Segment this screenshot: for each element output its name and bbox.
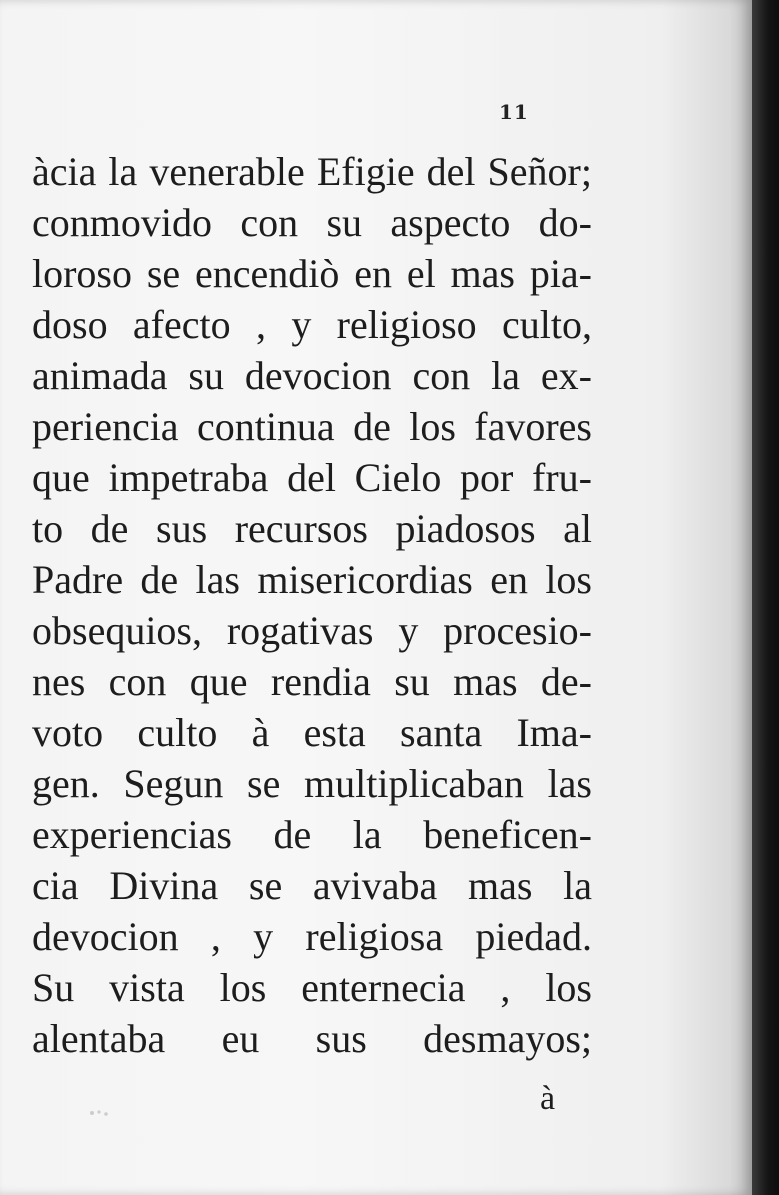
text-line: devocion , y religiosa piedad. (32, 914, 592, 959)
catchword: à (540, 1080, 556, 1117)
page-number: 11 (499, 100, 529, 124)
text-line: to de sus recursos piadosos al (32, 506, 592, 551)
text-line: voto culto à esta santa Ima- (32, 710, 592, 755)
book-edge (752, 0, 779, 1195)
text-line: que impetraba del Cielo por fru- (32, 455, 592, 500)
body-text (32, 146, 592, 1064)
text-line: àcia la venerable Efigie del Señor; (32, 149, 592, 194)
text-line: Padre de las misericordias en los (32, 557, 592, 602)
text-line: doso afecto , y religioso culto, (32, 302, 592, 347)
text-line: experiencias de la beneficen- (32, 812, 592, 857)
text-line: conmovido con su aspecto do- (32, 200, 592, 245)
text-line: alentaba eu sus desmayos; (32, 1016, 592, 1061)
text-line: periencia continua de los favores (32, 404, 592, 449)
text-line: obsequios, rogativas y procesio- (32, 608, 592, 653)
text-line: cia Divina se avivaba mas la (32, 863, 592, 908)
text-line: animada su devocion con la ex- (32, 353, 592, 398)
ink-specks (88, 1108, 112, 1118)
text-line: gen. Segun se multiplicaban las (32, 761, 592, 806)
text-line: Su vista los enternecia , los (32, 965, 592, 1010)
text-line: loroso se encendiò en el mas pia- (32, 251, 592, 296)
text-line: nes con que rendia su mas de- (32, 659, 592, 704)
